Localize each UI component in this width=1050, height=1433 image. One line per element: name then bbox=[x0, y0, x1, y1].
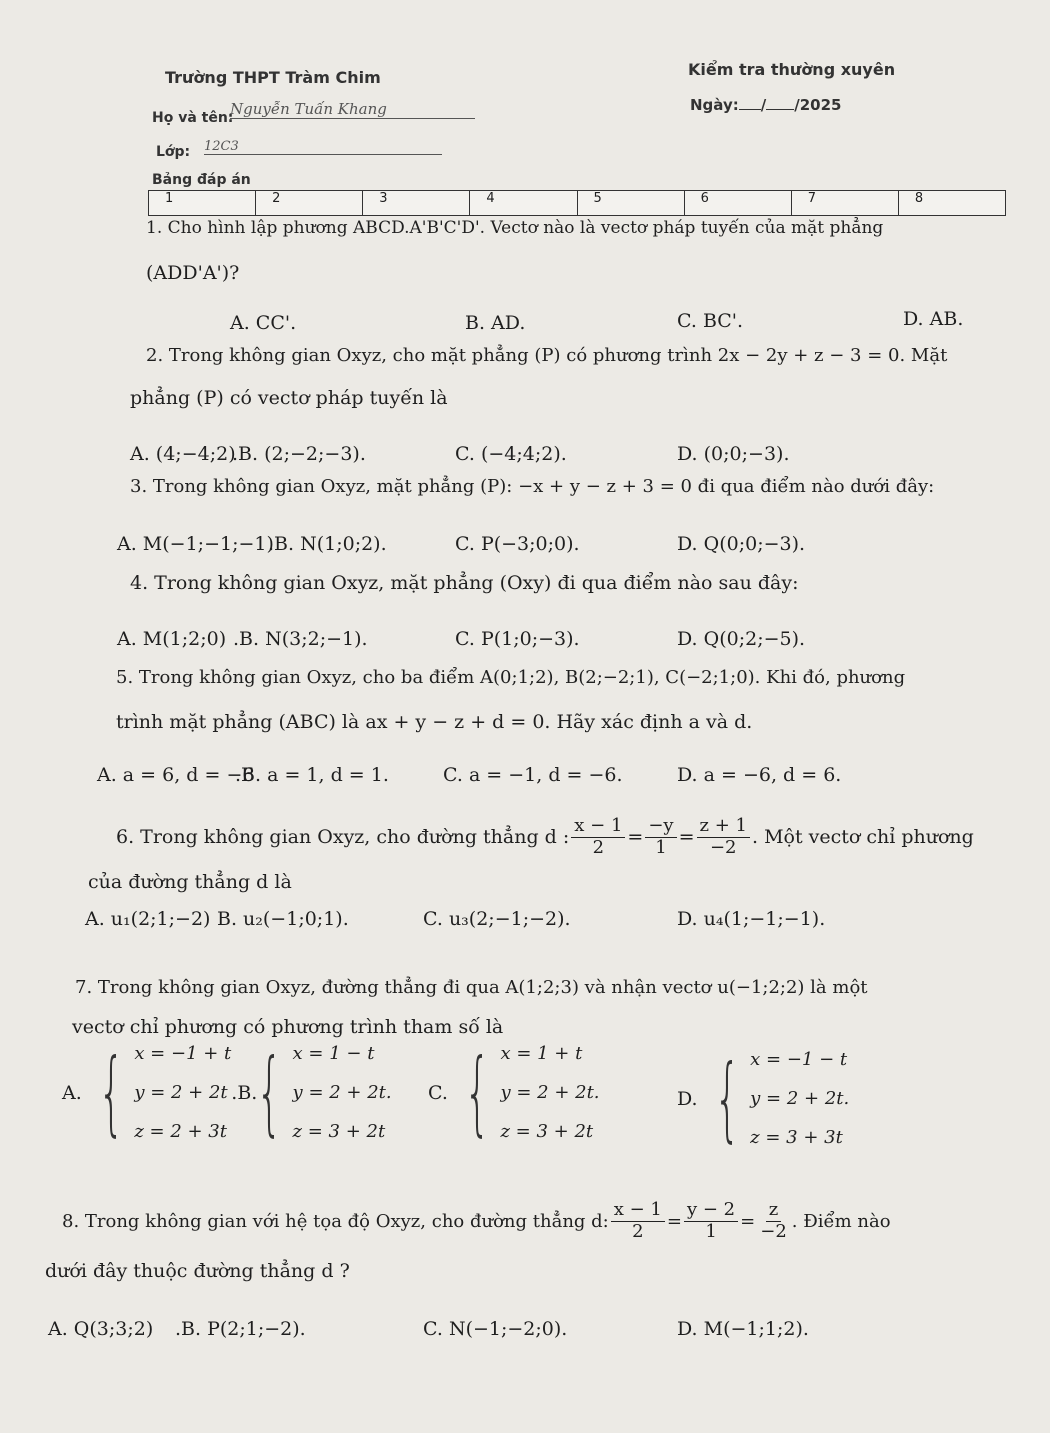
q7-c-eq-z: z = 3 + 2t bbox=[500, 1121, 594, 1142]
q7-option-d-brace: { bbox=[713, 1044, 741, 1152]
q3-option-a[interactable]: A. M(−1;−1;−1) bbox=[117, 533, 274, 555]
answer-table-title: Bảng đáp án bbox=[152, 172, 251, 188]
q7-option-c-brace: { bbox=[464, 1038, 491, 1146]
question-1-text: 1. Cho hình lập phương ABCD.A'B'C'D'. Vectơ nào là vectơ pháp tuyến của mặt phẳng bbox=[146, 218, 884, 238]
q8-fraction-z bbox=[757, 1200, 790, 1242]
answer-table bbox=[148, 190, 1006, 216]
q7-d-eq-x: x = −1 − t bbox=[750, 1049, 848, 1070]
q7-option-b-equations bbox=[293, 1034, 392, 1151]
name-label: Họ và tên: bbox=[152, 110, 234, 126]
q7-c-eq-x: x = 1 + t bbox=[500, 1043, 583, 1064]
answer-cell-2[interactable]: 2 bbox=[256, 191, 363, 216]
question-8-text-cont: dưới đây thuộc đường thẳng d ? bbox=[45, 1260, 350, 1282]
q7-a-eq-z: z = 2 + 3t bbox=[134, 1121, 227, 1142]
q6-option-a[interactable]: A. u₁(2;1;−2) bbox=[85, 908, 211, 930]
question-4-text: 4. Trong không gian Oxyz, mặt phẳng (Oxy) đi qua điểm nào sau đây: bbox=[130, 572, 799, 594]
q1-option-c[interactable]: C. BC'. bbox=[677, 310, 744, 332]
name-value: Nguyễn Tuấn Khang bbox=[230, 100, 387, 118]
q7-b-eq-x: x = 1 − t bbox=[292, 1043, 375, 1064]
q8-fraction-y-den: 1 bbox=[705, 1220, 717, 1242]
q2-option-b[interactable]: .B. (2;−2;−3). bbox=[232, 443, 366, 465]
q7-option-d[interactable] bbox=[677, 1040, 849, 1157]
q7-option-b[interactable] bbox=[240, 1034, 392, 1151]
answer-cell-3[interactable]: 3 bbox=[363, 191, 470, 216]
q7-option-a[interactable] bbox=[62, 1034, 257, 1151]
q4-option-c[interactable]: C. P(1;0;−3). bbox=[455, 628, 580, 650]
q8-fraction-x-den: 2 bbox=[632, 1220, 644, 1242]
question-3-text: 3. Trong không gian Oxyz, mặt phẳng (P): −x + y − z + 3 = 0 đi qua điểm nào dưới đây: bbox=[130, 476, 935, 497]
q5-option-d[interactable]: D. a = −6, d = 6. bbox=[677, 764, 842, 786]
q6-fraction-y-num: −y bbox=[645, 816, 676, 838]
q7-option-a-label: A. bbox=[62, 1081, 82, 1104]
q8-text-end: . Điểm nào bbox=[791, 1210, 891, 1232]
q6-text-start: 6. Trong không gian Oxyz, cho đường thẳng d : bbox=[116, 826, 570, 849]
q5-option-c[interactable]: C. a = −1, d = −6. bbox=[443, 764, 623, 786]
q8-fraction-x-num: x − 1 bbox=[611, 1200, 665, 1222]
q4-option-d[interactable]: D. Q(0;2;−5). bbox=[677, 628, 806, 650]
q5-option-a[interactable]: A. a = 6, d = −6 bbox=[97, 764, 255, 786]
q1-option-a[interactable]: A. CC'. bbox=[230, 312, 297, 334]
q6-fraction-z-num: z + 1 bbox=[697, 816, 750, 838]
q8-option-c[interactable]: C. N(−1;−2;0). bbox=[423, 1318, 568, 1340]
q6-option-c[interactable]: C. u₃(2;−1;−2). bbox=[423, 908, 571, 930]
q7-option-c-label: C. bbox=[428, 1081, 448, 1104]
q3-option-c[interactable]: C. P(−3;0;0). bbox=[455, 533, 580, 555]
q8-option-b[interactable]: .B. P(2;1;−2). bbox=[175, 1318, 306, 1340]
q7-option-a-brace: { bbox=[97, 1038, 125, 1146]
class-field[interactable] bbox=[204, 139, 442, 155]
date-separator: / bbox=[760, 96, 767, 114]
date-label: Ngày: bbox=[690, 96, 739, 114]
question-6-text: 6. Trong không gian Oxyz, cho đường thẳng d : $\frac{x - 1}{2}$ = $\frac{-y}{1}$ = $\frac{z + 1}{-2}$ . Một vectơ chỉ phương bbox=[116, 815, 974, 858]
q8-fraction-z-den: −2 bbox=[760, 1220, 787, 1242]
q6-fraction-y bbox=[645, 816, 676, 858]
q6-fraction-x-num: x − 1 bbox=[571, 816, 625, 838]
q2-option-a[interactable]: A. (4;−4;2) bbox=[130, 443, 236, 465]
q4-option-b[interactable]: .B. N(3;2;−1). bbox=[233, 628, 368, 650]
q3-option-d[interactable]: D. Q(0;0;−3). bbox=[677, 533, 806, 555]
q2-option-c[interactable]: C. (−4;4;2). bbox=[455, 443, 567, 465]
q7-c-eq-y: y = 2 + 2t. bbox=[500, 1082, 600, 1103]
q3-option-b[interactable]: .B. N(1;0;2). bbox=[268, 533, 387, 555]
q6-fraction-x-den: 2 bbox=[592, 836, 605, 858]
answer-cell-8[interactable]: 8 bbox=[898, 191, 1005, 216]
q7-option-c[interactable] bbox=[428, 1034, 600, 1151]
class-label: Lớp: bbox=[156, 144, 191, 160]
q6-fraction-y-den: 1 bbox=[655, 836, 667, 858]
q7-b-eq-z: z = 3 + 2t bbox=[292, 1121, 386, 1142]
q6-fraction-z-den: −2 bbox=[709, 836, 737, 858]
answer-cell-4[interactable]: 4 bbox=[470, 191, 577, 216]
date-year: /2025 bbox=[794, 96, 842, 114]
answer-cell-7[interactable]: 7 bbox=[791, 191, 898, 216]
question-8-text: 8. Trong không gian với hệ tọa độ Oxyz, cho đường thẳng d: $\frac{x - 1}{2}$ = $\frac{y - 2}{1}$ = $\frac{z}{-2}$ . Điểm nào bbox=[62, 1199, 891, 1242]
q7-option-d-equations bbox=[750, 1040, 849, 1157]
q8-fraction-y-num: y − 2 bbox=[684, 1200, 738, 1222]
q7-a-eq-x: x = −1 + t bbox=[134, 1043, 232, 1064]
question-7-text-cont: vectơ chỉ phương có phương trình tham số là bbox=[72, 1016, 504, 1038]
exam-title: Kiểm tra thường xuyên bbox=[688, 60, 896, 79]
question-5-text-cont: trình mặt phẳng (ABC) là ax + y − z + d = 0. Hãy xác định a và d. bbox=[116, 711, 753, 733]
q7-option-d-label: D. bbox=[677, 1087, 698, 1110]
q8-option-a[interactable]: A. Q(3;3;2) bbox=[48, 1318, 154, 1340]
q6-text-end: . Một vectơ chỉ phương bbox=[751, 826, 974, 849]
q8-option-d[interactable]: D. M(−1;1;2). bbox=[677, 1318, 809, 1340]
q5-option-b[interactable]: .B. a = 1, d = 1. bbox=[235, 764, 389, 786]
q7-b-eq-y: y = 2 + 2t. bbox=[292, 1082, 392, 1103]
q8-fraction-x bbox=[611, 1200, 665, 1242]
q8-fraction-y bbox=[684, 1200, 738, 1242]
q1-option-b[interactable]: B. AD. bbox=[465, 312, 526, 334]
q7-option-b-label: .B. bbox=[231, 1081, 258, 1104]
question-1-text-cont: (ADD'A')? bbox=[146, 262, 240, 284]
answer-cell-5[interactable]: 5 bbox=[577, 191, 684, 216]
date-field[interactable] bbox=[690, 96, 841, 114]
q7-option-a-equations bbox=[134, 1034, 231, 1151]
q6-option-d[interactable]: D. u₄(1;−1;−1). bbox=[677, 908, 826, 930]
question-6-text-cont: của đường thẳng d là bbox=[88, 871, 292, 893]
question-7-text: 7. Trong không gian Oxyz, đường thẳng đi qua A(1;2;3) và nhận vectơ u(−1;2;2) là một bbox=[75, 977, 868, 998]
question-5-text: 5. Trong không gian Oxyz, cho ba điểm A(0;1;2), B(2;−2;1), C(−2;1;0). Khi đó, phương bbox=[116, 667, 906, 688]
answer-cell-6[interactable]: 6 bbox=[684, 191, 791, 216]
q2-option-d[interactable]: D. (0;0;−3). bbox=[677, 443, 790, 465]
q6-fraction-z bbox=[697, 816, 750, 858]
q8-fraction-z-num: z bbox=[766, 1200, 781, 1222]
q6-fraction-x bbox=[571, 816, 625, 858]
school-name: Trường THPT Tràm Chim bbox=[165, 68, 381, 87]
q7-option-c-equations bbox=[500, 1034, 599, 1151]
q7-d-eq-y: y = 2 + 2t. bbox=[750, 1088, 850, 1109]
name-field[interactable] bbox=[230, 100, 475, 119]
class-value: 12C3 bbox=[204, 139, 239, 154]
question-2-text-cont: phẳng (P) có vectơ pháp tuyến là bbox=[130, 387, 448, 409]
q1-option-d[interactable]: D. AB. bbox=[903, 308, 964, 330]
q4-option-a[interactable]: A. M(1;2;0) bbox=[117, 628, 227, 650]
q7-d-eq-z: z = 3 + 3t bbox=[750, 1127, 843, 1148]
q7-option-b-brace: { bbox=[256, 1038, 283, 1146]
question-2-text: 2. Trong không gian Oxyz, cho mặt phẳng (P) có phương trình 2x − 2y + z − 3 = 0. Mặt bbox=[146, 345, 948, 366]
q8-text-start: 8. Trong không gian với hệ tọa độ Oxyz, cho đường thẳng d: bbox=[62, 1210, 609, 1232]
q6-option-b[interactable]: B. u₂(−1;0;1). bbox=[217, 908, 349, 930]
q7-a-eq-y: y = 2 + 2t bbox=[134, 1082, 228, 1103]
answer-cell-1[interactable]: 1 bbox=[149, 191, 256, 216]
